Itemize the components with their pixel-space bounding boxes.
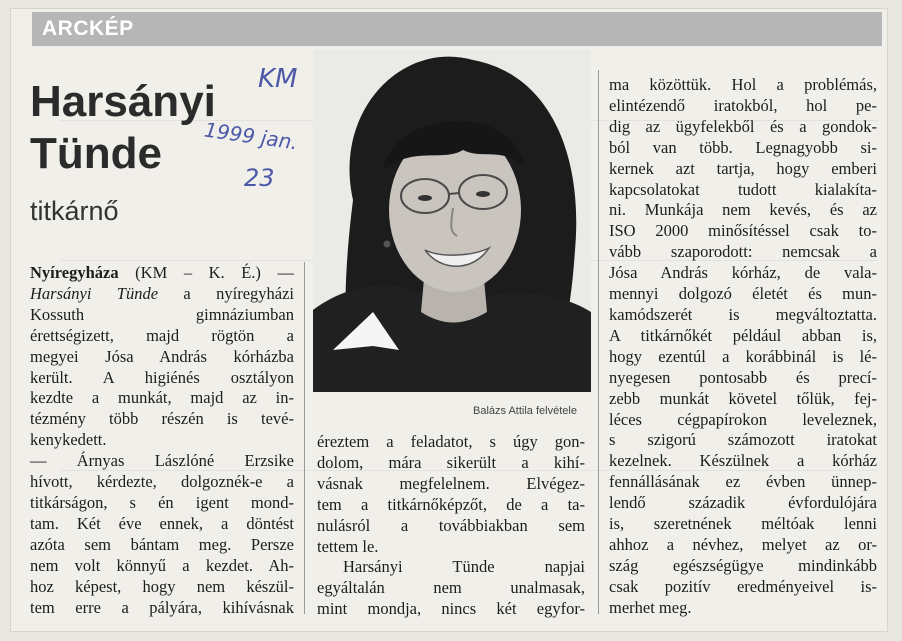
column-divider: [598, 70, 599, 614]
dateline-source: (KM – K. É.) —: [118, 263, 294, 282]
text-line: kezelnek. Készülnek a kórház: [609, 451, 877, 471]
text-line: elintézendő iratokból, hol pe-: [609, 95, 877, 115]
text-line: mennyi dolgozó életét és mun-: [609, 284, 877, 304]
text-line: léces cégpapírokon leveleznek,: [609, 409, 877, 429]
text-line: kapcsolatokat tudott kialakíta-: [609, 179, 877, 199]
headline-role: titkárnő: [30, 196, 119, 226]
portrait-photo: [313, 50, 591, 392]
text-line: ISO 2000 minősítéssel csak to-: [609, 221, 877, 241]
text-line: hívott, kérdezte, dolgoznék-e a: [30, 472, 294, 492]
text-line: kamódszerét is megváltoztatta.: [609, 304, 877, 324]
text-line: Jósa András kórház, de vala-: [609, 263, 877, 283]
handwritten-note-line2: 1999 jan.: [202, 117, 300, 155]
text-line: lendő századik évfordulójára: [609, 493, 877, 513]
text-line: hoz képest, hogy nem készül-: [30, 576, 294, 596]
text-line: is, szeretnének méltóak lenni: [609, 514, 877, 534]
text-line: tam. Két éve ennek, a döntést: [30, 513, 294, 533]
text-line: érettségizett, majd rögtön a: [30, 325, 294, 345]
text-line: ból van több. Legnagyobb si-: [609, 137, 877, 157]
photo-credit: Balázs Attila felvétele: [473, 405, 577, 417]
text-line: Harsányi Tünde a nyíregyházi: [30, 283, 294, 303]
text-line: vább szaporodott: nemcsak a: [609, 242, 877, 262]
text-line: mint mondja, nincs két egyfor-: [317, 599, 585, 619]
subject-name: Harsányi Tünde: [30, 283, 159, 303]
text-line: tézmény több részén is tevé-: [30, 409, 294, 429]
handwritten-note-line3: 23: [244, 164, 275, 192]
text-line: kezdte a munkát, majd az in-: [30, 388, 294, 408]
article-column-3: [609, 75, 877, 619]
text-line: fennállásának ez évben ünnep-: [609, 472, 877, 492]
text-line: ahhoz a névhez, melyet az or-: [609, 534, 877, 554]
text-line: nulásról a továbbiakban sem: [317, 515, 585, 535]
text-line: szág egészségügye mindinkább: [609, 555, 877, 575]
text-line: ni. Munkája nem kevés, és az: [609, 200, 877, 220]
article-column-2: [317, 432, 585, 620]
text-line: egyáltalán nem unalmasak,: [317, 578, 585, 598]
text-line: titkárságon, s én igent mond-: [30, 492, 294, 512]
text-line: vásnak megfelelnem. Elvégez-: [317, 473, 585, 493]
text-line: kenykedett.: [30, 430, 107, 450]
text-line: merhet meg.: [609, 597, 692, 617]
text-line: csak pozitív eredményeivel is-: [609, 576, 877, 596]
text-line: zebb munkát követel tőlük, fej-: [609, 388, 877, 408]
text-line: Kossuth gimnáziumban: [30, 304, 294, 324]
article-column-1: [30, 263, 294, 618]
text-line: került. A higiénés osztályon: [30, 367, 294, 387]
text-line: dig az ügyfelekből és a gondok-: [609, 116, 877, 136]
text-line: éreztem a feladatot, s úgy gon-: [317, 432, 585, 451]
text-line: Harsányi Tünde napjai: [343, 557, 585, 577]
portrait-photo-illustration: [313, 50, 591, 392]
dateline: [30, 263, 294, 284]
text-line: dolom, mára sikerült a kihí-: [317, 452, 585, 472]
text-line: tettem le.: [317, 536, 379, 556]
text-line: tem a titkárnőképzőt, de a ta-: [317, 494, 585, 514]
handwritten-note-line1: KM: [258, 64, 298, 94]
headline-first-line: Harsányi: [30, 77, 216, 126]
text-line: s szigorú számozott iratokat: [609, 430, 877, 450]
section-header-bar: [32, 12, 882, 46]
text-line: A titkárnőkét például abban is,: [609, 325, 877, 345]
text-line: hogy ezentúl a korábbinál is lé-: [609, 346, 877, 366]
text-line: nyegesen pontosabb és precí-: [609, 367, 877, 387]
text-line: azóta sem bántam meg. Persze: [30, 534, 294, 554]
headline-second-line: Tünde: [30, 129, 162, 178]
text-line: megyei Jósa András kórházba: [30, 346, 294, 366]
text-line: nem volt könnyű a kezdet. Ah-: [30, 555, 294, 575]
text-line: kernek azt tartja, hogy emberi: [609, 158, 877, 178]
text-line: ma közöttük. Hol a problémás,: [609, 75, 877, 94]
column-divider: [304, 262, 305, 614]
text-line: — Árnyas Lászlóné Erzsike: [30, 451, 294, 471]
text-line: tem erre a pályára, kihívásnak: [30, 597, 294, 617]
dateline-place: Nyíregyháza: [30, 263, 119, 282]
section-label: ARCKÉP: [42, 17, 134, 40]
